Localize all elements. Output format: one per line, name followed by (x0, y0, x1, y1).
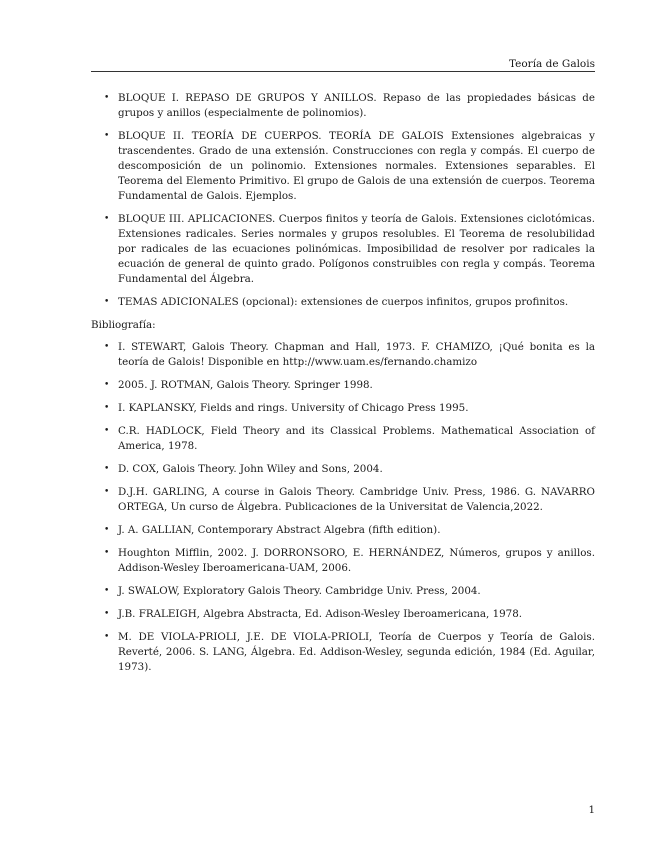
bibliography-text: M. DE VIOLA-PRIOLI, J.E. DE VIOLA-PRIOLI, Teoría de Cuerpos y Teoría de Galois. Reverté, 2006. S. LANG, Álgebra. Ed. Addison-Wesley, segunda edición, 1984 (Ed. Aguilar, 1973). (118, 631, 595, 673)
bibliography-text: I. STEWART, Galois Theory. Chapman and Hall, 1973. F. CHAMIZO, ¡Qué bonita es la teoría de Galois! Disponible en http://www.uam.es/fernando.chamizo (118, 341, 595, 368)
bullet-icon: • (104, 342, 110, 352)
bibliography-item (91, 630, 595, 675)
bibliography-item (91, 546, 595, 576)
bullet-icon: • (104, 548, 110, 558)
topic-item (91, 129, 595, 204)
bibliography-text: J. SWALOW, Exploratory Galois Theory. Cambridge Univ. Press, 2004. (118, 585, 481, 597)
bullet-icon: • (104, 609, 110, 619)
bullet-icon: • (104, 525, 110, 535)
bibliography-item (91, 584, 595, 599)
bibliography-text: I. KAPLANSKY, Fields and rings. University of Chicago Press 1995. (118, 402, 469, 414)
bullet-icon: • (104, 380, 110, 390)
bibliography-text: J.B. FRALEIGH, Algebra Abstracta, Ed. Adison-Wesley Iberoamericana, 1978. (118, 608, 523, 620)
bullet-icon: • (104, 464, 110, 474)
bibliography-item (91, 523, 595, 538)
bibliography-item (91, 485, 595, 515)
page-content (91, 91, 595, 683)
bullet-icon: • (104, 214, 110, 224)
bibliography-text: D.J.H. GARLING, A course in Galois Theory. Cambridge Univ. Press, 1986. G. NAVARRO ORTEGA, Un curso de Álgebra. Publicaciones de la Universitat de Valencia,2022. (118, 486, 595, 513)
bibliography-text: Houghton Mifflin, 2002. J. DORRONSORO, E. HERNÁNDEZ, Números, grupos y anillos. Addison-Wesley Iberoamericana-UAM, 2006. (118, 547, 595, 574)
topics-list (91, 91, 595, 310)
bullet-icon: • (104, 131, 110, 141)
bibliography-text: 2005. J. ROTMAN, Galois Theory. Springer 1998. (118, 379, 373, 391)
header-rule (91, 71, 595, 72)
page-number: 1 (588, 804, 595, 816)
topic-text: BLOQUE I. REPASO DE GRUPOS Y ANILLOS. Repaso de las propiedades básicas de grupos y anillos (especialmente de polinomios). (118, 92, 595, 119)
running-header: Teoría de Galois (508, 58, 595, 70)
bibliography-text: D. COX, Galois Theory. John Wiley and Sons, 2004. (118, 463, 383, 475)
bibliography-text: C.R. HADLOCK, Field Theory and its Classical Problems. Mathematical Association of America, 1978. (118, 425, 595, 452)
bibliography-item (91, 607, 595, 622)
topic-item (91, 91, 595, 121)
bullet-icon: • (104, 403, 110, 413)
topic-item (91, 212, 595, 287)
bibliography-list (91, 340, 595, 675)
bullet-icon: • (104, 426, 110, 436)
bibliography-item (91, 401, 595, 416)
bibliography-item (91, 378, 595, 393)
topic-text: BLOQUE III. APLICACIONES. Cuerpos finitos y teoría de Galois. Extensiones ciclotómicas. Extensiones radicales. Series normales y grupos resolubles. El Teorema de resolubilidad por radicales de las ecuaciones polinómicas. Imposibilidad de resolver por radicales la ecuación de general de quinto grado. Polígonos construibles con regla y compás. Teorema Fundamental del Álgebra. (118, 213, 595, 285)
bullet-icon: • (104, 487, 110, 497)
topic-text: TEMAS ADICIONALES (opcional): extensiones de cuerpos infinitos, grupos profinitos. (118, 296, 569, 308)
topic-text: BLOQUE II. TEORÍA DE CUERPOS. TEORÍA DE GALOIS Extensiones algebraicas y trascendentes. Grado de una extensión. Construcciones con regla y compás. El cuerpo de descomposición de un polinomio. Extensiones normales. Extensiones separables. El Teorema del Elemento Primitivo. El grupo de Galois de una extensión de cuerpos. Teorema Fundamental de Galois. Ejemplos. (118, 130, 595, 202)
bullet-icon: • (104, 297, 110, 307)
bullet-icon: • (104, 586, 110, 596)
bibliography-heading: Bibliografía: (91, 319, 156, 331)
bibliography-item (91, 424, 595, 454)
topic-item (91, 295, 595, 310)
bullet-icon: • (104, 93, 110, 103)
bibliography-text: J. A. GALLIAN, Contemporary Abstract Algebra (fifth edition). (118, 524, 441, 536)
bibliography-item (91, 462, 595, 477)
bibliography-item (91, 340, 595, 370)
bullet-icon: • (104, 632, 110, 642)
